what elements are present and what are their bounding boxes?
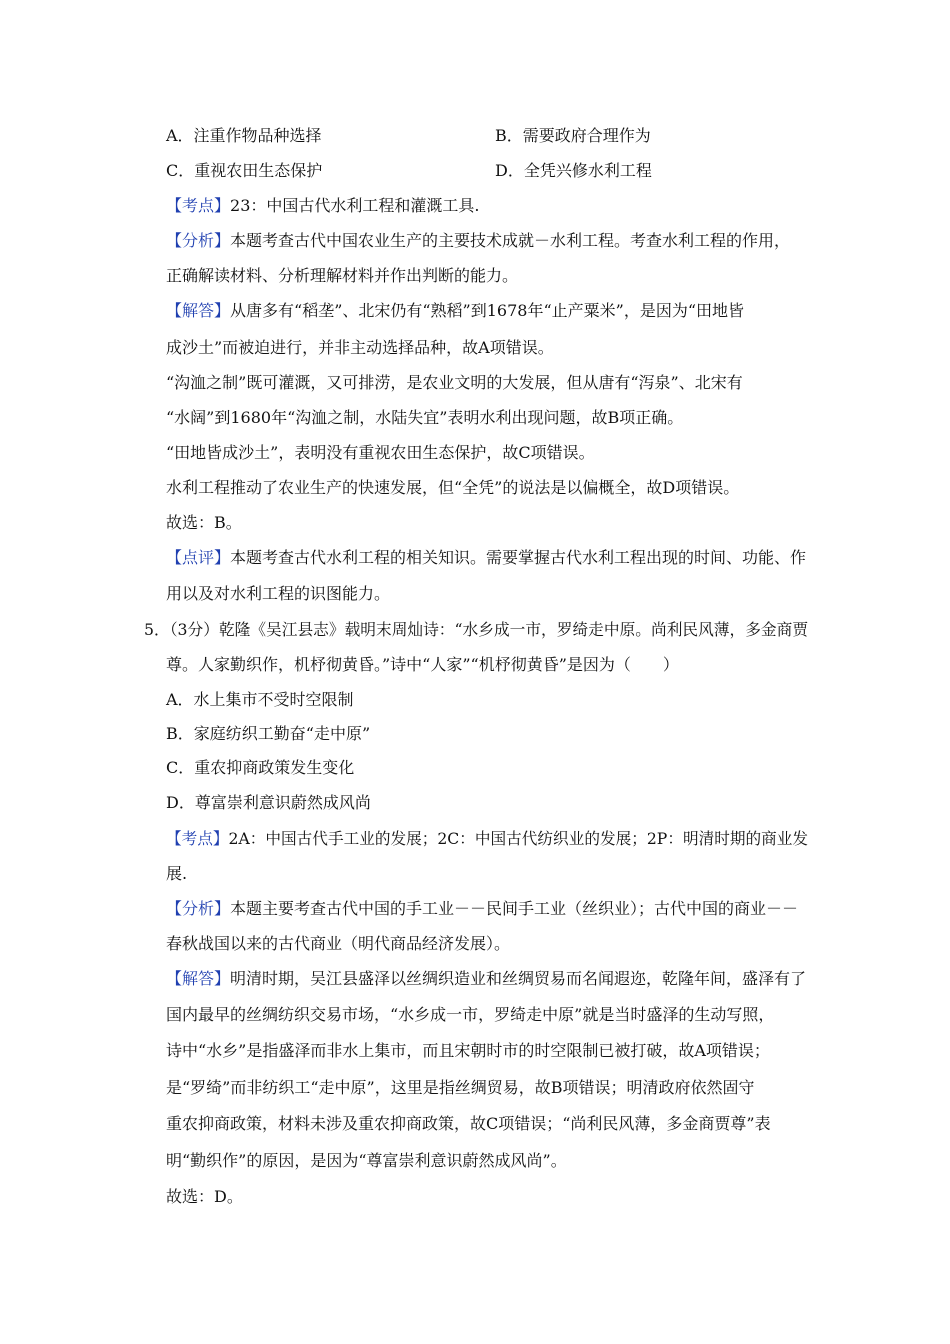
q5-answer: 故选：D。 (166, 1187, 243, 1206)
q5-fenxi-line1: 本题主要考查古代中国的手工业－－民间手工业（丝织业）；古代中国的商业－－ (230, 899, 799, 918)
q5-jieda (166, 969, 806, 989)
q4-answer: 故选：B。 (166, 513, 242, 532)
q4-jieda-line2: 成沙土”而被迫进行，并非主动选择品种，故A项错误。 (166, 338, 554, 357)
q4-fenxi (166, 231, 790, 251)
q5-jieda-line5: 重农抑商政策，材料未涉及重农抑商政策，故C项错误；“尚利民风薄，多金商贾尊”表 (166, 1114, 771, 1133)
q5-jieda-line1: 明清时期，吴江县盛泽以丝绸织造业和丝绸贸易而名闻遐迩，乾隆年间，盛泽有了 (230, 969, 807, 988)
q5-option-a: A．水上集市不受时空限制 (166, 690, 354, 709)
q5-option-b: B．家庭纺织工勤奋“走中原” (166, 724, 371, 743)
q4-jieda-line5: “田地皆成沙土”，表明没有重视农田生态保护，故C项错误。 (166, 443, 595, 462)
q4-option-c: C．重视农田生态保护 (166, 161, 323, 180)
q5-jieda-line2: 国内最早的丝绸纺织交易市场，“水乡成一市，罗绮走中原”就是当时盛泽的生动写照， (166, 1005, 775, 1024)
fenxi-tag: 【分析】 (166, 231, 231, 250)
q4-option-b: B．需要政府合理作为 (495, 126, 651, 145)
q4-jieda-line1: 从唐多有“稻垄”、北宋仍有“熟稻”到1678年“止产粟米”，是因为“田地皆 (230, 301, 744, 320)
q4-jieda (166, 301, 744, 321)
q4-dianping-line2: 用以及对水利工程的识图能力。 (166, 584, 391, 603)
q5-kaodian-line2: 展. (166, 864, 188, 883)
q4-jieda-line4: “水阔”到1680年“沟洫之制，水陆失宜”表明水利出现问题，故B项正确。 (166, 408, 684, 427)
q4-kaodian-text: 23：中国古代水利工程和灌溉工具. (230, 196, 480, 215)
q5-kaodian-line1: 2A：中国古代手工业的发展；2C：中国古代纺织业的发展；2P：明清时期的商业发 (228, 829, 809, 848)
jieda-tag: 【解答】 (166, 969, 231, 988)
q5-option-c: C．重农抑商政策发生变化 (166, 758, 355, 777)
kaodian-tag: 【考点】 (166, 829, 229, 848)
q5-fenxi-line2: 春秋战国以来的古代商业（明代商品经济发展）。 (166, 934, 511, 953)
dianping-tag: 【点评】 (166, 548, 231, 567)
q4-fenxi-line2: 正确解读材料、分析理解材料并作出判断的能力。 (166, 266, 519, 285)
q4-option-d: D．全凭兴修水利工程 (495, 161, 652, 180)
q5-stem-line2: 尊。人家勤织作，机杼彻黄昏。”诗中“人家”“机杼彻黄昏”是因为（ ） (166, 655, 679, 674)
q5-fenxi (166, 899, 798, 919)
fenxi-tag: 【分析】 (166, 899, 231, 918)
q5-stem-line1: 5．（3分）乾隆《吴江县志》载明末周灿诗：“水乡成一市，罗绮走中原。尚利民风薄，多金商贾 (144, 620, 809, 639)
kaodian-tag: 【考点】 (166, 196, 231, 215)
q4-jieda-line6: 水利工程推动了农业生产的快速发展，但“全凭”的说法是以偏概全，故D项错误。 (166, 478, 740, 497)
q4-dianping-line1: 本题考查古代水利工程的相关知识。需要掌握古代水利工程出现的时间、功能、作 (230, 548, 807, 567)
jieda-tag: 【解答】 (166, 301, 231, 320)
q5-jieda-line3: 诗中“水乡”是指盛泽而非水上集市，而且宋朝时市的时空限制已被打破，故A项错误； (166, 1041, 770, 1060)
q5-jieda-line6: 明“勤织作”的原因，是因为“尊富崇利意识蔚然成风尚”。 (166, 1151, 567, 1170)
q5-jieda-line4: 是“罗绮”而非纺织工“走中原”，这里是指丝绸贸易，故B项错误；明清政府依然固守 (166, 1078, 755, 1097)
q4-dianping (166, 548, 806, 568)
q4-kaodian (166, 196, 479, 216)
q5-kaodian (166, 829, 808, 849)
q4-option-a: A．注重作物品种选择 (166, 126, 322, 145)
q4-fenxi-line1: 本题考查古代中国农业生产的主要技术成就－水利工程。考查水利工程的作用， (230, 231, 791, 250)
q5-option-d: D．尊富崇利意识蔚然成风尚 (166, 793, 371, 812)
q4-jieda-line3: “沟洫之制”既可灌溉，又可排涝，是农业文明的大发展，但从唐有“泻泉”、北宋有 (166, 373, 743, 392)
